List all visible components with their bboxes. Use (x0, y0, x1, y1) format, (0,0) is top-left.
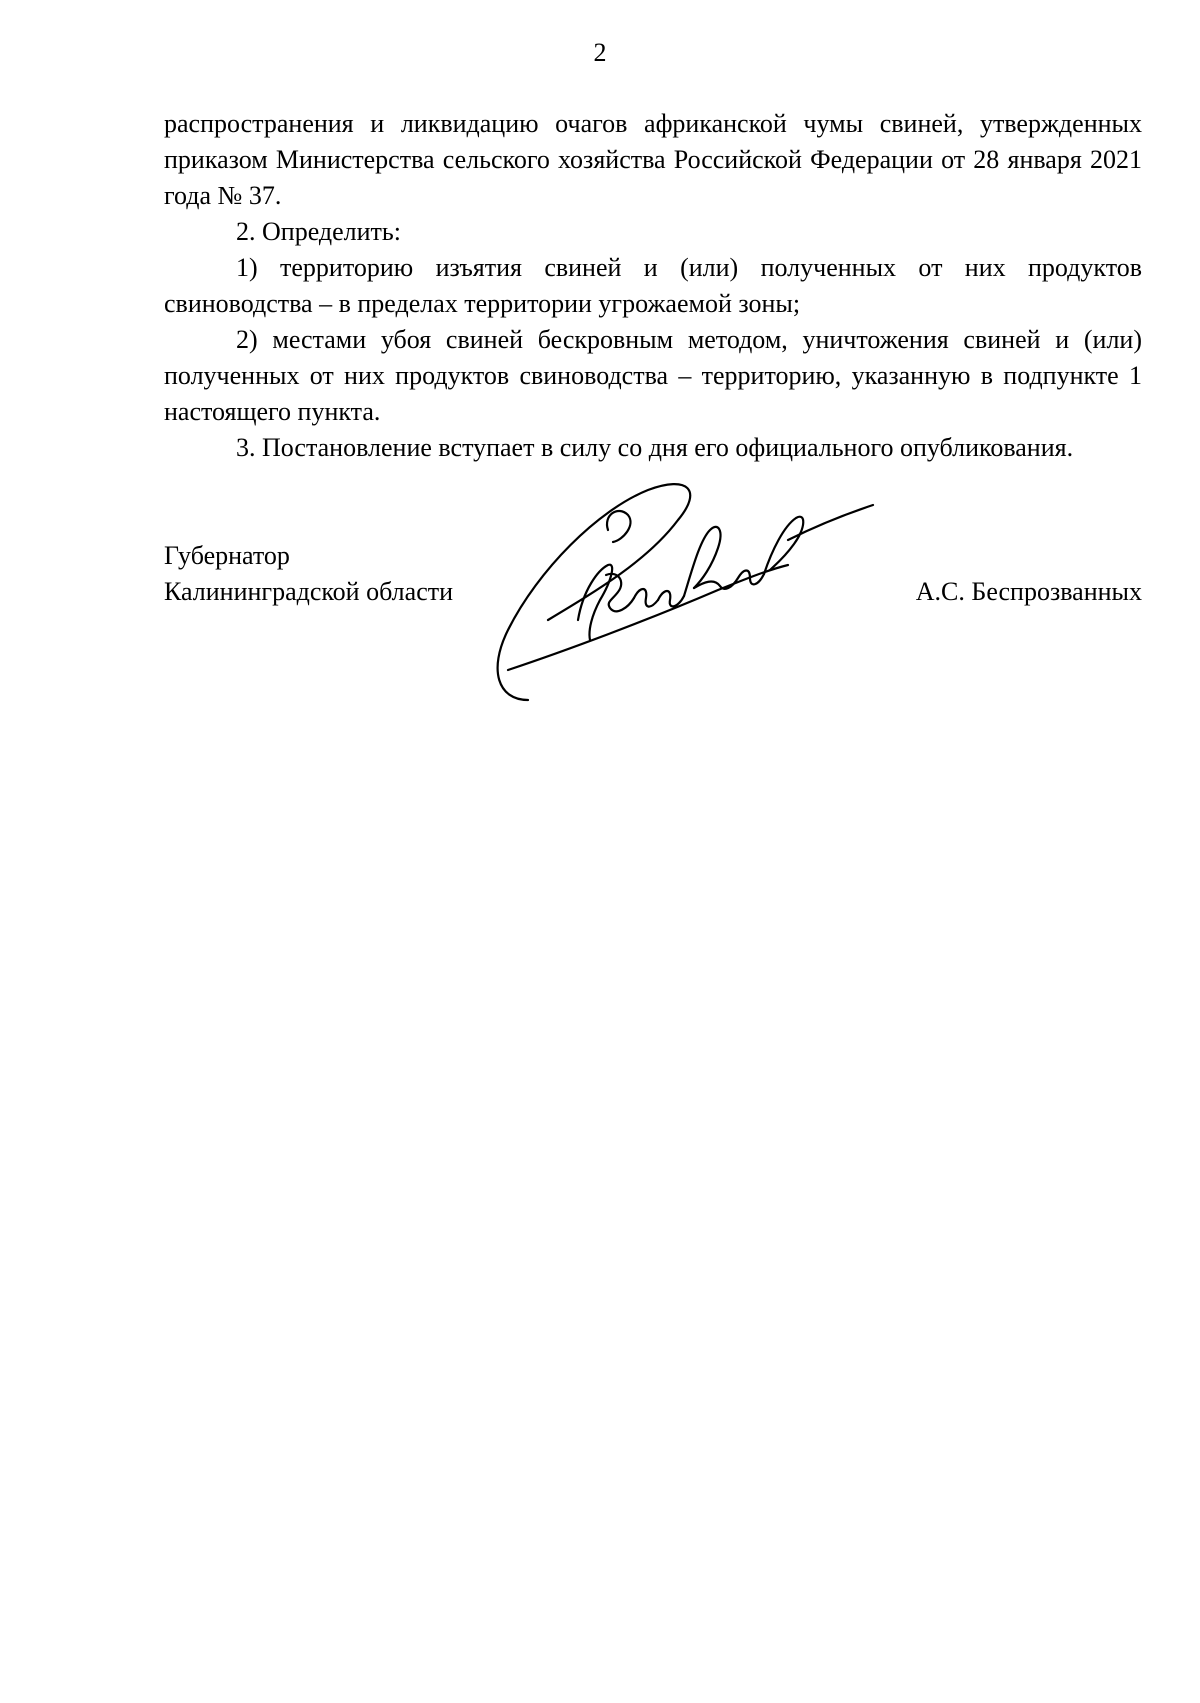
page-number: 2 (593, 38, 607, 67)
handwritten-signature (488, 470, 888, 710)
paragraph-continuation: распространения и ликвидацию очагов африканской чумы свиней, утвержденных приказом Министерства сельского хозяйства Российской Федерации от 28 января 2021 года № 37. (164, 109, 1142, 210)
paragraph-item-2: 2. Определить: (236, 217, 401, 246)
paragraph-item-3: 3. Постановление вступает в силу со дня его официального опубликования. (236, 433, 1074, 462)
signatory-name: А.С. Беспрозванных (915, 577, 1142, 606)
document-body (164, 106, 1142, 466)
signatory-position (164, 538, 453, 610)
position-region: Калининградской области (164, 577, 454, 606)
position-title: Губернатор (164, 541, 290, 570)
paragraph-subitem-2: 2) местами убоя свиней бескровным методом, уничтожения свиней и (или) полученных от них продуктов свиноводства – территорию, указанную в подпункте 1 настоящего пункта. (164, 325, 1142, 426)
paragraph-subitem-1: 1) территорию изъятия свиней и (или) полученных от них продуктов свиноводства – в пределах территории угрожаемой зоны; (164, 253, 1142, 318)
